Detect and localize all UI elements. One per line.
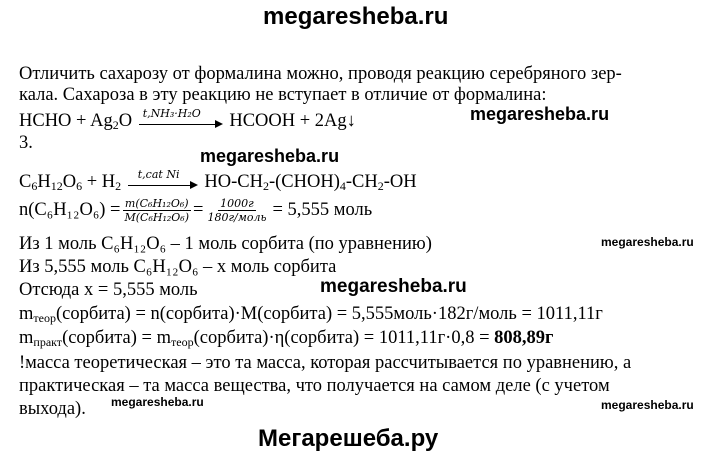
practical-mass-line: $m_{практ}(сорбита)$ = $m_{теор}(сорбита)\cdot\eta(сорбита) = 1011,11г\cdot 0,8 = 808,89г$ bbox=[19, 328, 554, 349]
watermark-mid1: megaresheba.ru bbox=[470, 104, 610, 124]
watermark-side2: megaresheba.ru bbox=[601, 398, 694, 412]
intro-line-1: Отличить сахарозу от формалина можно, проводя реакцию серебряного зер- bbox=[19, 64, 622, 84]
watermark-side3: megaresheba.ru bbox=[111, 395, 204, 409]
reaction-arrow: t,NH₃·H₂O bbox=[139, 115, 223, 129]
x-result-line: Отсюда х = 5,555 моль bbox=[19, 280, 198, 300]
intro-line-2: кала. Сахароза в эту реакцию не вступает в отличие от формалина: bbox=[19, 85, 547, 105]
watermark-side1: megaresheba.ru bbox=[601, 235, 694, 249]
watermark-mid3: megaresheba.ru bbox=[320, 276, 467, 297]
fraction-values: $\frac{1000г}{\text{180г/моль}}$ bbox=[207, 196, 267, 224]
watermark-top: megaresheba.ru bbox=[263, 3, 449, 30]
final-answer: 808,89г bbox=[494, 328, 554, 348]
reaction-silver-mirror: HCHO + $Ag_2O$ t,NH₃·H₂O HCOOH + 2Ag↓ bbox=[19, 106, 356, 132]
moles-calculation: n(C₆H₁₂O₆) = $\frac{\text{m(C₆H₁₂O₆)}}{\text{M(C₆H₁₂O₆)}}$ = $\frac{1000г}{\text{180г/моль}}$ = 5,555 моль bbox=[19, 196, 373, 224]
ratio-line-2: Из 5,555 моль C₆H₁₂O₆ – х моль сорбита bbox=[19, 257, 337, 277]
reaction-hydrogenation: $C_6H_{12}O_6 + H_2$ t,cat Ni $HO-CH_2-(CHOH)_4-CH_2-OH$ bbox=[19, 167, 417, 193]
note-line-2: практическая – та масса вещества, что получается на самом деле (с учетом bbox=[19, 376, 610, 396]
watermark-mid2: megaresheba.ru bbox=[200, 146, 340, 166]
ratio-line-1: Из 1 моль C₆H₁₂O₆ – 1 моль сорбита (по уравнению) bbox=[19, 234, 432, 254]
theoretical-mass-line: $m_{теор}(сорбита)$ = n(сорбита)·M(сорбита) = 5,555моль·182г/моль = 1011,11г bbox=[19, 304, 603, 325]
note-line-3: выхода). bbox=[19, 399, 86, 419]
watermark-bottom: Мегарешеба.ру bbox=[258, 425, 439, 452]
note-line-1: !масса теоретическая – это та масса, которая рассчитывается по уравнению, а bbox=[19, 353, 632, 373]
fraction-formula: $\frac{\text{m(C₆H₁₂O₆)}}{\text{M(C₆H₁₂O₆)}}$ bbox=[124, 196, 190, 224]
item-number-3: 3. bbox=[19, 133, 33, 153]
reaction-arrow: t,cat Ni bbox=[128, 176, 198, 190]
